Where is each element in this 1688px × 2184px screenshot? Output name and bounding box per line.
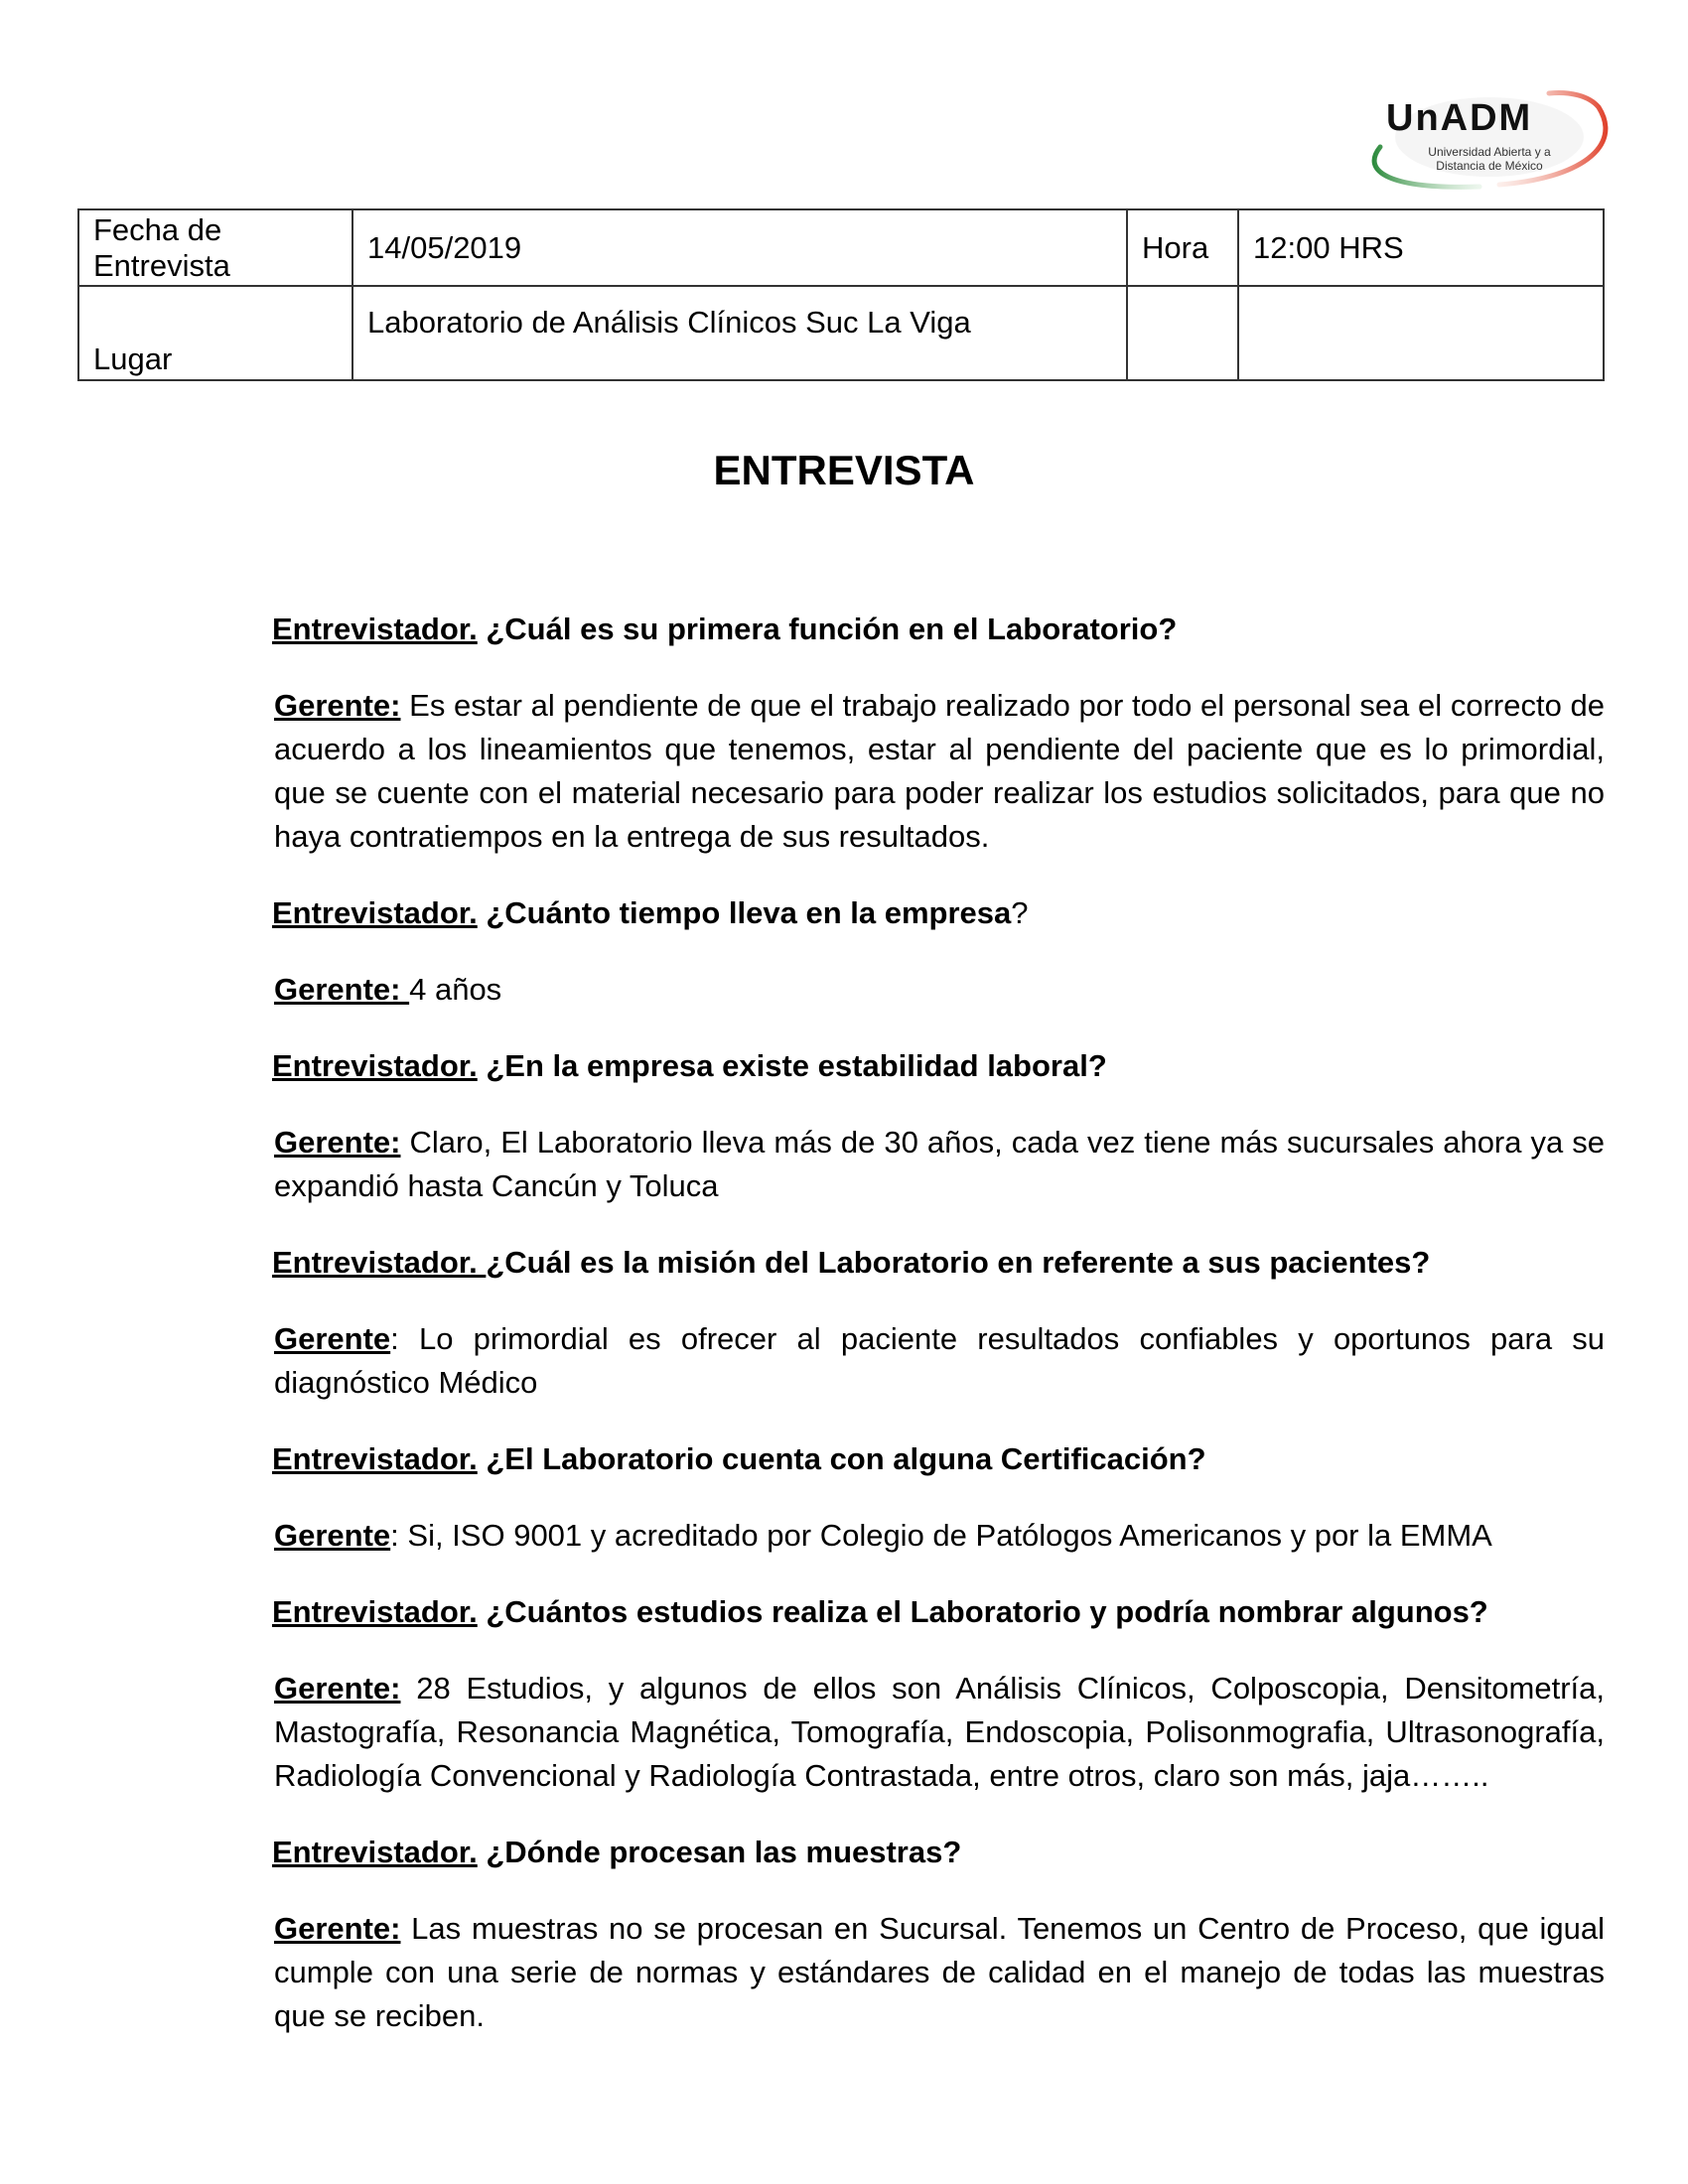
manager-answer bbox=[274, 1121, 1605, 1208]
question-text: ¿El Laboratorio cuenta con alguna Certificación? bbox=[477, 1441, 1206, 1476]
manager-label: Gerente: bbox=[274, 972, 410, 1007]
date-label-cell: Fecha de Entrevista bbox=[78, 209, 352, 286]
answer-text: : Lo primordial es ofrecer al paciente resultados confiables y oportunos para su diagnóstico Médico bbox=[274, 1321, 1605, 1400]
interview-body bbox=[274, 608, 1605, 2071]
interviewer-label: Entrevistador. bbox=[272, 895, 478, 930]
interviewer-question bbox=[272, 1590, 1605, 1634]
table-row bbox=[78, 286, 1604, 380]
logo-wordmark: UnADM bbox=[1386, 97, 1533, 139]
interviewer-label: Entrevistador. bbox=[272, 1048, 478, 1083]
interviewer-label: Entrevistador. bbox=[272, 1245, 487, 1280]
answer-text: 4 años bbox=[409, 972, 502, 1007]
interviewer-question bbox=[272, 1044, 1605, 1088]
empty-cell bbox=[1127, 286, 1238, 380]
answer-text: Es estar al pendiente de que el trabajo realizado por todo el personal sea el correcto de acuerdo a los lineamientos que tenemos, estar al pendiente del paciente que es lo primordial, que se cuente con el material necesario para poder realizar los estudios solicitados, para que no haya contratiempos en la entrega de sus resultados. bbox=[274, 688, 1605, 854]
unadm-logo bbox=[1350, 87, 1618, 197]
interviewer-label: Entrevistador. bbox=[272, 1594, 478, 1629]
answer-text: Claro, El Laboratorio lleva más de 30 años, cada vez tiene más sucursales ahora ya se expandió hasta Cancún y Toluca bbox=[274, 1125, 1605, 1203]
manager-answer bbox=[274, 1514, 1605, 1558]
interviewer-label: Entrevistador. bbox=[272, 1441, 478, 1476]
page-title: ENTREVISTA bbox=[713, 447, 975, 493]
interviewer-question bbox=[272, 1831, 1605, 1874]
manager-label: Gerente bbox=[274, 1518, 391, 1553]
manager-label: Gerente bbox=[274, 1321, 391, 1356]
interviewer-question bbox=[272, 1241, 1605, 1285]
manager-answer bbox=[274, 1317, 1605, 1405]
time-value-cell: 12:00 HRS bbox=[1238, 209, 1604, 286]
manager-answer bbox=[274, 1667, 1605, 1798]
manager-label: Gerente: bbox=[274, 1671, 401, 1706]
manager-label: Gerente: bbox=[274, 1911, 401, 1946]
question-suffix: ? bbox=[1011, 895, 1029, 930]
logo-subtitle-line2: Distancia de México bbox=[1436, 159, 1543, 173]
interviewer-label: Entrevistador. bbox=[272, 612, 478, 646]
interviewer-question bbox=[272, 1437, 1605, 1481]
time-label-cell: Hora bbox=[1127, 209, 1238, 286]
answer-text: : Si, ISO 9001 y acreditado por Colegio de Patólogos Americanos y por la EMMA bbox=[390, 1518, 1492, 1553]
interviewer-label: Entrevistador. bbox=[272, 1835, 478, 1869]
question-text: ¿Cuántos estudios realiza el Laboratorio y podría nombrar algunos? bbox=[477, 1594, 1488, 1629]
place-label-cell: Lugar bbox=[78, 286, 352, 380]
place-value-cell: Laboratorio de Análisis Clínicos Suc La Viga bbox=[352, 286, 1127, 380]
interviewer-question bbox=[272, 608, 1605, 651]
interview-info-table bbox=[77, 208, 1605, 381]
question-text: ¿Cuál es la misión del Laboratorio en referente a sus pacientes? bbox=[486, 1245, 1431, 1280]
question-text: ¿Cuánto tiempo lleva en la empresa bbox=[477, 895, 1012, 930]
empty-cell bbox=[1238, 286, 1604, 380]
table-row bbox=[78, 209, 1604, 286]
manager-answer bbox=[274, 968, 1605, 1012]
question-text: ¿En la empresa existe estabilidad laboral? bbox=[477, 1048, 1107, 1083]
answer-text: Las muestras no se procesan en Sucursal. Tenemos un Centro de Proceso, que igual cumple con una serie de normas y estándares de calidad en el manejo de todas las muestras que se reciben. bbox=[274, 1911, 1605, 2033]
manager-label: Gerente: bbox=[274, 1125, 401, 1160]
date-value-cell: 14/05/2019 bbox=[352, 209, 1127, 286]
question-text: ¿Dónde procesan las muestras? bbox=[477, 1835, 962, 1869]
logo-subtitle bbox=[1410, 145, 1569, 173]
answer-text: 28 Estudios, y algunos de ellos son Análisis Clínicos, Colposcopia, Densitometría, Mastografía, Resonancia Magnética, Tomografía, Endoscopia, Polisonmografia, Ultrasonografía, Radiología Convencional y Radiología Contrastada, entre otros, claro son más, jaja…….. bbox=[274, 1671, 1605, 1793]
manager-answer bbox=[274, 684, 1605, 859]
manager-label: Gerente: bbox=[274, 688, 401, 723]
logo-subtitle-line1: Universidad Abierta y a bbox=[1428, 145, 1551, 159]
manager-answer bbox=[274, 1907, 1605, 2038]
interviewer-question bbox=[272, 891, 1605, 935]
question-text: ¿Cuál es su primera función en el Laboratorio? bbox=[477, 612, 1178, 646]
